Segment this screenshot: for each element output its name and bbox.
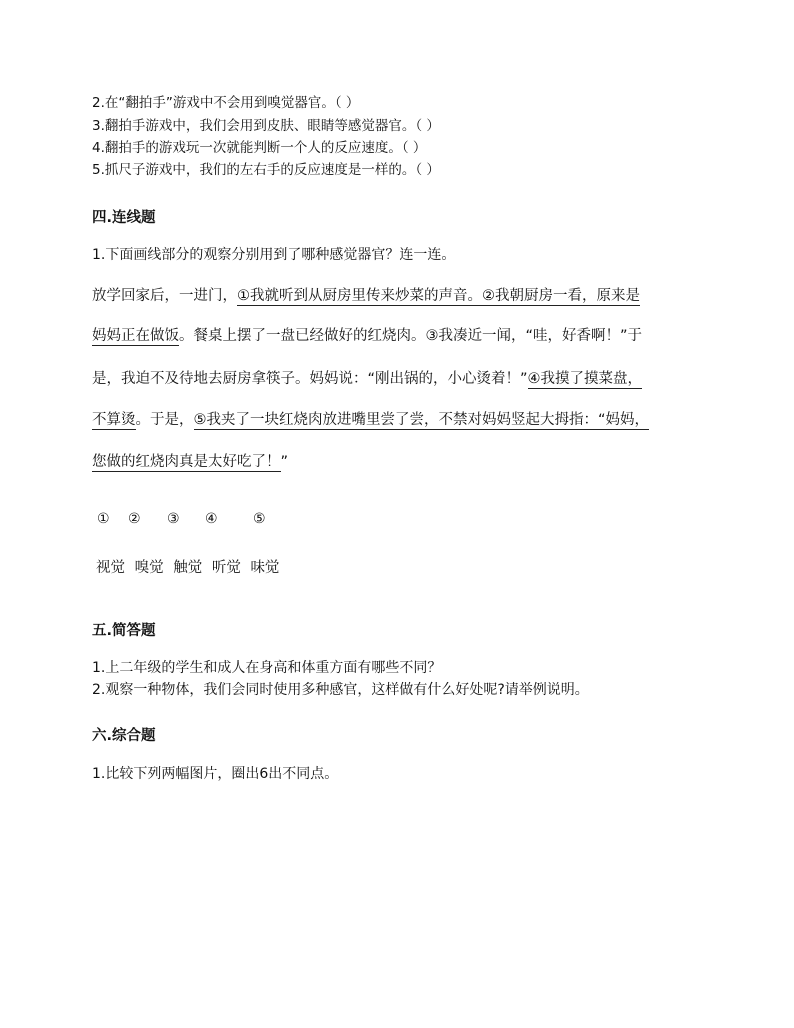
judge-item-2: 2.在“翻拍手”游戏中不会用到嗅觉器官。（ ）	[92, 95, 360, 111]
sense-touch: 触觉	[173, 560, 203, 576]
underlined-observation-5-cont: 您做的红烧肉真是太好吃了！	[92, 454, 281, 470]
section5-title: 五.简答题	[92, 623, 156, 639]
underlined-observation-4-cont: 不算烫	[92, 412, 136, 428]
section5-question-2: 2.观察一种物体，我们会同时使用多种感官，这样做有什么好处呢?请举例说明。	[92, 682, 589, 698]
marker-3: ③	[167, 511, 180, 527]
passage-line-3	[92, 369, 642, 389]
passage-text: 放学回家后，一进门，	[92, 288, 237, 304]
passage-line-5	[92, 452, 288, 472]
sense-sight: 视觉	[96, 560, 125, 576]
underlined-observation-2-cont: 妈妈正在做饭	[92, 328, 179, 344]
passage-line-1	[92, 286, 640, 306]
underlined-observation-4: ④我摸了摸菜盘，	[527, 371, 643, 387]
underlined-observation-1: ①我就听到从厨房里传来炒菜的声音。	[237, 288, 482, 304]
section6-question-1: 1.比较下列两幅图片，圈出6出不同点。	[92, 766, 339, 782]
sense-taste: 味觉	[250, 560, 280, 576]
marker-1: ①	[97, 511, 110, 527]
marker-2: ②	[128, 511, 141, 527]
marker-5: ⑤	[253, 511, 266, 527]
section4-title: 四.连线题	[92, 210, 156, 226]
judge-item-5: 5.抓尺子游戏中，我们的左右手的反应速度是一样的。（ ）	[92, 162, 440, 178]
section4-question: 1.下面画线部分的观察分别用到了哪种感觉器官？连一连。	[92, 247, 456, 263]
sense-hearing: 听觉	[211, 560, 241, 576]
section6-title: 六.综合题	[92, 728, 156, 744]
sense-smell: 嗅觉	[134, 560, 164, 576]
passage-text: 是，我迫不及待地去厨房拿筷子。妈妈说：“刚出锅的，小心烫着！”	[92, 371, 528, 387]
sense-options	[96, 556, 284, 577]
underlined-observation-5: ⑤我夹了一块红烧肉放进嘴里尝了尝，不禁对妈妈竖起大拇指：“妈妈，	[193, 412, 650, 428]
passage-line-2	[92, 326, 642, 346]
passage-text: 。于是，	[135, 412, 194, 428]
section5-question-1: 1.上二年级的学生和成人在身高和体重方面有哪些不同？	[92, 660, 442, 676]
underlined-observation-2: ②我朝厨房一看，原来是	[482, 288, 640, 304]
passage-text: 。餐桌上摆了一盘已经做好的红烧肉。③我凑近一闻，“哇，好香啊！”于	[179, 328, 643, 344]
judge-item-3: 3.翻拍手游戏中，我们会用到皮肤、眼睛等感觉器官。（ ）	[92, 118, 440, 134]
passage-text: ”	[280, 454, 289, 470]
judge-item-4: 4.翻拍手的游戏玩一次就能判断一个人的反应速度。（ ）	[92, 140, 427, 156]
passage-line-4	[92, 410, 649, 430]
marker-4: ④	[205, 511, 218, 527]
